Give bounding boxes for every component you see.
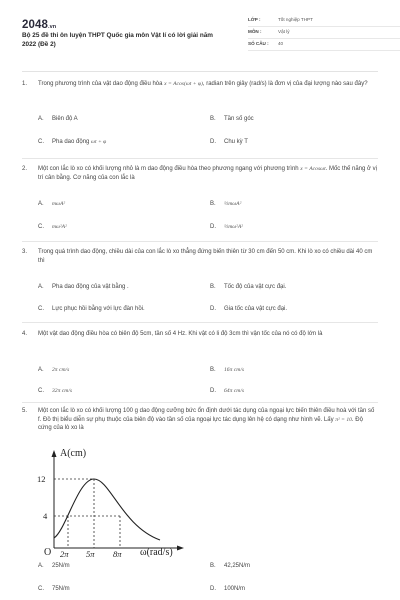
option-math: 32π cm/s — [52, 388, 73, 394]
option-1c[interactable] — [38, 138, 106, 147]
option-math: 64π cm/s — [224, 388, 245, 394]
meta-value: Tốt nghiệp THPT — [278, 17, 313, 23]
option-letter: C. — [38, 224, 44, 230]
option-5d[interactable] — [210, 585, 245, 593]
meta-label: LỚP : — [248, 17, 261, 23]
question-text-part: Một con lắc lò xo có khối lượng 100 g dao động cưỡng bức ổn định dưới tác dụng của ngoại lực biến thiên điều hoà với tần số f. Đồ thị biểu diễn sự phụ thuộc của biên độ vào tần số của ngoại lực tác dụng lên hệ có dạng như hình vẽ. Lấy — [38, 408, 375, 423]
x-tick-5pi: 5π — [86, 549, 95, 559]
document-title: Bộ 25 đề thi ôn luyện THPT Quốc gia môn Vật lí có lời giải năm 2022 (Đề 2) — [22, 32, 213, 48]
option-1d[interactable] — [210, 138, 248, 146]
option-letter: B. — [210, 563, 216, 569]
y-tick-4: 4 — [43, 511, 48, 521]
option-2b[interactable] — [210, 200, 241, 209]
option-text: Lực phục hồi bằng với lực đàn hồi. — [52, 306, 145, 312]
resonance-graph-svg — [32, 448, 192, 558]
y-axis-arrow — [52, 450, 57, 457]
y-axis-label: A(cm) — [60, 448, 87, 459]
option-letter: D. — [210, 306, 216, 312]
option-letter: A. — [38, 201, 44, 207]
option-letter: D. — [210, 224, 216, 230]
question-divider — [22, 241, 378, 242]
option-math: ½mω²A² — [224, 224, 243, 230]
option-3d[interactable] — [210, 305, 287, 313]
question-math: x = Acosωt — [300, 166, 326, 172]
x-tick-2pi: 2π — [60, 549, 69, 559]
option-letter: B. — [210, 201, 216, 207]
option-letter: A. — [38, 563, 44, 569]
question-text-part: Một vật dao động điều hòa có biên độ 5cm, tần số 4 Hz. Khi vật có li độ 3cm thì vận tốc của nó có độ lớn là — [38, 331, 323, 337]
option-letter: B. — [210, 284, 216, 290]
question-divider — [22, 158, 378, 159]
logo-suffix: .vn — [47, 24, 57, 30]
option-3a[interactable] — [38, 283, 129, 291]
meta-row-class — [248, 15, 400, 27]
meta-row-subject — [248, 27, 400, 39]
option-math: 16π cm/s — [224, 367, 245, 373]
question-text-part: Một con lắc lò xo có khối lượng nhỏ là m dao động điều hòa theo phương ngang với phương trình — [38, 166, 301, 172]
meta-value: Vật lý — [278, 29, 290, 35]
question-math: π² = 10 — [335, 416, 352, 423]
question-text — [38, 407, 378, 433]
option-text: Tần số góc — [224, 116, 254, 122]
question-number: 5. — [22, 408, 28, 414]
option-letter: C. — [38, 388, 44, 394]
origin-label: O — [44, 547, 52, 558]
question-2 — [22, 165, 378, 182]
resonance-graph — [32, 448, 192, 558]
question-number: 1. — [22, 81, 28, 87]
option-1a[interactable] — [38, 115, 78, 123]
option-3c[interactable] — [38, 305, 145, 313]
x-axis-arrow — [177, 546, 184, 551]
option-text: Chu kỳ T — [224, 139, 248, 145]
question-5 — [22, 407, 378, 433]
page-header — [22, 0, 378, 72]
question-divider — [22, 402, 378, 403]
question-text — [38, 330, 378, 339]
question-math: x = Acos(ωt + φ) — [164, 81, 203, 87]
option-letter: B. — [210, 116, 216, 122]
x-tick-8pi: 8π — [113, 549, 122, 559]
option-math: ½mωA² — [224, 201, 242, 207]
option-2a[interactable] — [38, 200, 65, 209]
option-2c[interactable] — [38, 223, 67, 232]
option-math: 2π cm/s — [52, 367, 70, 373]
option-4a[interactable] — [38, 366, 69, 375]
option-5c[interactable] — [38, 585, 70, 593]
question-text-part: Trong quá trình dao động, chiều dài của con lắc lò xo thẳng đứng biến thiên từ 30 cm đến 50 cm. Khi lò xo có chiều dài 40 cm thì — [38, 249, 373, 264]
option-math: mω²A² — [52, 224, 67, 230]
option-letter: B. — [210, 367, 216, 373]
option-2d[interactable] — [210, 223, 243, 232]
meta-label: SỐ CÂU : — [248, 41, 269, 47]
option-letter: A. — [38, 284, 44, 290]
question-text — [38, 80, 378, 89]
y-tick-12: 12 — [37, 474, 46, 484]
option-math: ωt + φ — [91, 139, 107, 145]
option-text: 25N/m — [52, 563, 70, 569]
meta-row-count — [248, 39, 400, 51]
option-letter: C. — [38, 306, 44, 312]
option-letter: D. — [210, 139, 216, 145]
option-math: mωA² — [52, 201, 66, 207]
question-divider — [22, 322, 378, 323]
option-4b[interactable] — [210, 366, 244, 375]
question-number: 2. — [22, 166, 28, 172]
question-text — [38, 165, 378, 182]
question-4 — [22, 330, 378, 339]
option-text: Tốc độ của vật cực đại. — [224, 284, 287, 290]
question-number: 3. — [22, 249, 28, 255]
option-3b[interactable] — [210, 283, 286, 291]
x-axis-label: ω(rad/s) — [140, 547, 173, 558]
option-text: 42,25N/m — [224, 563, 251, 569]
option-text: Pha dao động của vật bằng . — [52, 284, 129, 290]
question-text — [38, 248, 378, 265]
document-meta — [248, 15, 400, 51]
option-5b[interactable] — [210, 562, 250, 570]
question-number: 4. — [22, 331, 28, 337]
amplitude-curve — [54, 479, 160, 540]
question-text-part: . Độ cứng của lò xo là — [38, 416, 363, 432]
option-letter: C. — [38, 139, 44, 145]
option-letter: D. — [210, 388, 216, 394]
option-1b[interactable] — [210, 115, 254, 123]
option-letter: C. — [38, 586, 44, 592]
meta-label: MÔN : — [248, 29, 262, 35]
option-text: 75N/m — [52, 586, 70, 592]
option-letter: A. — [38, 116, 44, 122]
option-letter: A. — [38, 367, 44, 373]
logo-main: 2048 — [22, 19, 48, 31]
question-1 — [22, 80, 378, 89]
option-5a[interactable] — [38, 562, 70, 570]
option-text: Biên độ A — [52, 116, 78, 122]
question-text-part: , radian trên giây (rad/s) là đơn vị của đại lượng nào sau đây? — [202, 81, 368, 87]
question-text-part: . Mốc thế năng ở vị trí cân bằng. Cơ năng của con lắc là — [38, 166, 377, 181]
option-letter: D. — [210, 586, 216, 592]
option-text: 100N/m — [224, 586, 246, 592]
option-4d[interactable] — [210, 387, 244, 396]
option-text: Pha dao động — [52, 139, 92, 145]
option-4c[interactable] — [38, 387, 72, 396]
meta-value: 40 — [278, 41, 284, 47]
option-text: Gia tốc của vật cực đại. — [224, 306, 288, 312]
question-3 — [22, 248, 378, 265]
question-text-part: Trong phương trình của vật dao động điều hòa — [38, 81, 165, 87]
